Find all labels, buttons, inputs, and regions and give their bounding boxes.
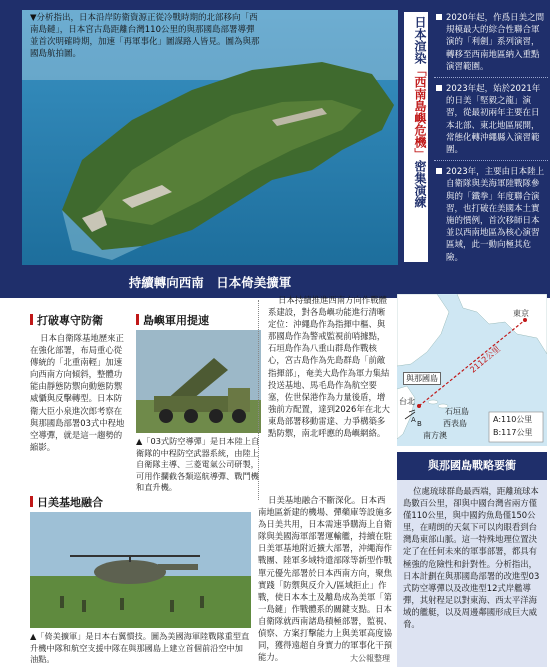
bullet-icon	[436, 85, 442, 91]
vertical-title	[404, 12, 428, 262]
bottom-article-body	[258, 494, 392, 663]
article-paragraph: 日美基地融合不斷深化。日本西南地區新建的機場、彈藥庫等設施多為日美共用，日本需速爭購海上自衛隊與美國海軍部署運輸艦，持續在駐日美軍基地附近擴大部署，沖繩海作戰團、陸軍多域特遣部隊等新型作戰單元優先部署於日本西南方向，聚焦實踐「防禦與反介入/區域拒止」作戰，使日本本土及離島成為美軍「第一島鏈」作戰體系的關鍵支點。日本自衛隊就西南諸島積極部署，監視、偵察、方案打擊能力上與美軍高度協同，獲得遠超自身實力的軍事化干預能力。	[258, 495, 392, 663]
heading-text: 日美基地融合	[37, 496, 103, 509]
timeline-text: 2023年起，始於2021年的日美「堅毅之龍」演習，從最初兩年主要在日本北部、東北地區展開，常態化轉沖繩縣入演習範圍。	[446, 84, 541, 156]
banner-title: 持續轉向西南 日本倚美擴軍	[128, 275, 292, 290]
timeline-item	[434, 164, 548, 268]
top-photo-caption: ▼分析指出，日本沿岸防衛資源正從冷戰時期的北部移向「西南島鏈」，日本宮古島距離台灣110公里的與那國島部署導彈並首次明確時期，加速「再軍事化」圖謀路人皆見。圖為與那國島航拍圖。	[30, 13, 260, 59]
article-paragraph: 日本持續推進西南方向作戰體系建設，對各島嶼功能進行清晰定位：沖繩島作為指揮中樞、與那國島作為警戒監視前哨據點，石垣島作為八重山群島作戰核心，宮古島作為先島群島「前敵指揮部」，奄美大島作為軍力集結投送基地、馬毛島作為航空要塞，佐世保港作為力量後盾，增強前方配置，達到2026年在北大東島部署移動雷達、力爭構築多點防禦，南北呼應的島嶼網絡。	[268, 295, 390, 439]
vertical-title-part-b: 「西南島嶼危機」	[413, 64, 427, 160]
map-legend-a: A:110公里	[493, 415, 533, 424]
bullet-icon	[436, 168, 442, 174]
map-legend-b: B:117公里	[493, 428, 533, 437]
map-label-minamikata: 南方澳	[423, 431, 447, 440]
section-heading-islands	[136, 312, 209, 328]
article-paragraph: 日本自衛隊基地歷來正在強化部署，布局重心從傳統的「北重南輕」加速向西南方向傾斜，整體功能由靜態防禦向動態防禦威懾與反擊轉型。日本防衛大臣小泉進次郎考察在與那國島部署03式中程地空導彈，就是這一趨勢的縮影。	[30, 333, 125, 452]
bullet-icon	[436, 14, 442, 20]
vertical-title-part-a: 日本渲染	[413, 16, 427, 64]
missile-photo	[136, 330, 261, 433]
left-article-body	[30, 332, 128, 453]
helicopter-photo	[30, 512, 251, 628]
side-feature-body	[397, 480, 547, 630]
side-feature-box	[397, 452, 547, 667]
heading-text: 打破專守防衛	[37, 314, 103, 327]
article-paragraph: 位處琉球群島最西端，距離琉球本島數百公里，卻與中國台灣省兩方僅僅110公里，與中國釣魚島僅150公里，在晴朗的天氣下可以肉眼看到台灣島東部山脈。這一特殊地理位置決定了在任何未來的軍事部署，都具有極強的危險性和針對性。分析指出，日本計劃在與那國島部署的改進型03式防空導彈以及改進型12式岸艦導彈，其射程足以對東海、西太平洋海域的艦艇，以及周邊鄰國形成巨大威脅。	[403, 486, 540, 630]
drill-timeline	[434, 10, 548, 271]
timeline-text: 2023年，主要由日本陸上自衛隊與美海軍陸戰隊參與的「鐵拳」年度聯合演習，也打破在美國本土實施的慣例，首次移師日本並以西南地區為核心演習區域，此一動向極其危險。	[446, 167, 545, 263]
map-label-taipei: 台北	[399, 397, 415, 406]
map-label-tokyo: 東京	[513, 309, 529, 318]
heading-text: 島嶼軍用提速	[143, 314, 209, 327]
side-feature-heading: 與那國島戰略要衝	[397, 452, 547, 480]
column-divider	[258, 300, 259, 500]
heading-marker	[136, 314, 139, 325]
timeline-item	[434, 81, 548, 161]
map-distance-label: 2112公里	[468, 344, 502, 375]
map-label-yonaguni: 與那國島	[403, 372, 441, 385]
helicopter-photo-caption: ▲「倚美擴軍」是日本右翼慣技。圖為美國海軍陸戰隊重型直升機中隊和航空支援中隊在與那國島上建立首個前沿空中加油點。	[30, 631, 250, 664]
missile-photo-caption: ▲「03式防空導彈」是日本陸上自衛隊的中程防空武器系統，由陸上自衛隊主導、三菱電氣公司研製，可用作攔截各類巡航導彈、戰鬥機和直升機。	[136, 436, 260, 492]
heading-marker	[30, 496, 33, 507]
heading-marker	[30, 314, 33, 325]
vertical-title-part-c: 密集演練	[413, 160, 427, 208]
section-heading-defense	[30, 312, 103, 328]
timeline-item	[434, 10, 548, 78]
map-point-a: A	[411, 416, 416, 424]
section-heading-bases	[30, 494, 103, 510]
map-point-b: B	[417, 420, 422, 428]
timeline-text: 2020年起，作爲日美之間規模最大的綜合性聯合軍演的「利劍」系列演習，轉移至西南地區納入重點演習範圍。	[446, 13, 545, 72]
source-credit: 大公報整理	[350, 654, 390, 663]
map-label-iriomote: 西表島	[443, 419, 467, 428]
yonaguni-map	[397, 294, 547, 446]
map-label-ishigaki: 石垣島	[445, 407, 469, 416]
right-article-body	[268, 294, 392, 439]
